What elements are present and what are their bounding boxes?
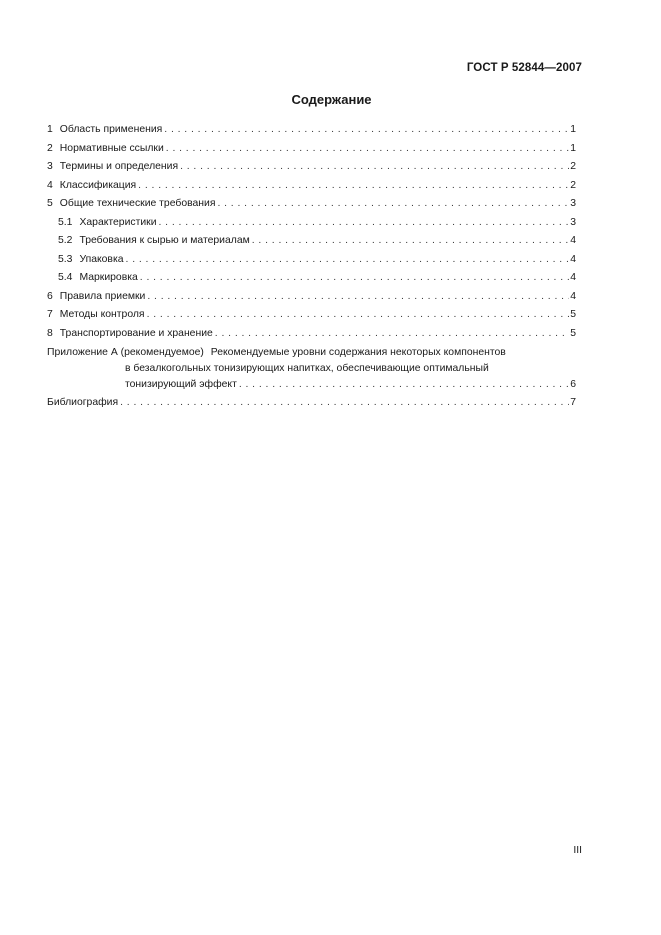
toc-entry-page: 4 <box>570 253 576 265</box>
toc-entry-number: 5.4 <box>58 272 73 283</box>
dot-leader <box>159 214 570 233</box>
toc-entry-number: 6 <box>47 290 53 302</box>
document-code: ГОСТ Р 52844—2007 <box>466 62 582 74</box>
toc-entry-page: 2 <box>570 179 576 191</box>
toc-entry-title: Упаковка <box>79 253 124 265</box>
toc-entry[interactable] <box>47 121 576 140</box>
table-of-contents <box>47 121 576 413</box>
appendix-title-line3: тонизирующий эффект <box>125 379 237 390</box>
toc-entry-page: 4 <box>570 290 576 302</box>
toc-entry-number: 7 <box>47 309 53 320</box>
toc-entry[interactable] <box>47 177 576 196</box>
toc-entry-page: 3 <box>570 216 576 228</box>
dot-leader <box>140 269 569 288</box>
toc-entry[interactable] <box>47 288 576 307</box>
toc-entry-page: 6 <box>570 379 576 390</box>
dot-leader <box>120 394 569 413</box>
toc-entry-page: 1 <box>570 142 576 154</box>
dot-leader <box>217 195 569 214</box>
dot-leader <box>126 251 570 270</box>
toc-entry-title: Характеристики <box>79 216 157 228</box>
dot-leader <box>239 376 569 394</box>
toc-entry-page: 4 <box>570 272 576 283</box>
toc-entry-page: 3 <box>570 198 576 209</box>
toc-entry-title: Область применения <box>59 124 163 135</box>
toc-entry-title: Нормативные ссылки <box>59 142 164 154</box>
toc-subentry[interactable] <box>47 269 576 288</box>
toc-entry-page: 1 <box>570 124 576 135</box>
toc-entry-title: Методы контроля <box>59 309 145 320</box>
toc-entry-number: 5 <box>47 198 53 209</box>
toc-entry[interactable] <box>47 140 576 159</box>
dot-leader <box>252 232 569 251</box>
toc-entry-page: 2 <box>570 161 576 172</box>
toc-entry-number: 5.2 <box>58 235 73 246</box>
toc-entry-title: Библиография <box>47 397 119 408</box>
toc-entry-number: 3 <box>47 161 53 172</box>
appendix-title-line2: в безалкогольных тонизирующих напитках, обеспечивающие оптимальный <box>125 362 489 374</box>
toc-entry-title: Транспортирование и хранение <box>59 327 213 339</box>
toc-entry[interactable] <box>47 158 576 177</box>
toc-subentry[interactable] <box>47 214 576 233</box>
toc-entry-number: 4 <box>47 179 53 191</box>
toc-entry-page: 5 <box>570 327 576 339</box>
dot-leader <box>147 288 569 307</box>
toc-title: Содержание <box>291 92 372 107</box>
toc-entry-number: 5.1 <box>58 216 73 228</box>
toc-entry-title: Термины и определения <box>59 161 179 172</box>
toc-entry-number: 5.3 <box>58 253 73 265</box>
toc-appendix-entry[interactable] <box>47 345 576 394</box>
dot-leader <box>138 177 569 196</box>
dot-leader <box>180 158 569 177</box>
toc-entry-page: 4 <box>570 235 576 246</box>
dot-leader <box>147 306 570 325</box>
toc-entry[interactable] <box>47 325 576 344</box>
toc-entry-number: 1 <box>47 124 53 135</box>
toc-entry[interactable] <box>47 306 576 325</box>
toc-subentry[interactable] <box>47 251 576 270</box>
page-number: III <box>573 845 582 856</box>
toc-entry-title: Правила приемки <box>59 290 146 302</box>
toc-entry-title: Общие технические требования <box>59 198 216 209</box>
toc-bibliography-entry[interactable] <box>47 394 576 413</box>
toc-entry-page: 5 <box>570 309 576 320</box>
dot-leader <box>215 325 569 344</box>
dot-leader <box>164 121 569 140</box>
dot-leader <box>166 140 569 159</box>
appendix-label: Приложение А (рекомендуемое) <box>47 347 204 358</box>
toc-entry-title: Требования к сырью и материалам <box>79 235 250 246</box>
toc-entry[interactable] <box>47 195 576 214</box>
toc-entry-number: 2 <box>47 142 53 154</box>
toc-entry-title: Классификация <box>59 179 137 191</box>
toc-subentry[interactable] <box>47 232 576 251</box>
toc-entry-title: Маркировка <box>79 272 138 283</box>
toc-entry-number: 8 <box>47 327 53 339</box>
appendix-title-line1: Рекомендуемые уровни содержания некоторых компонентов <box>210 347 506 358</box>
toc-entry-page: 7 <box>570 397 576 408</box>
